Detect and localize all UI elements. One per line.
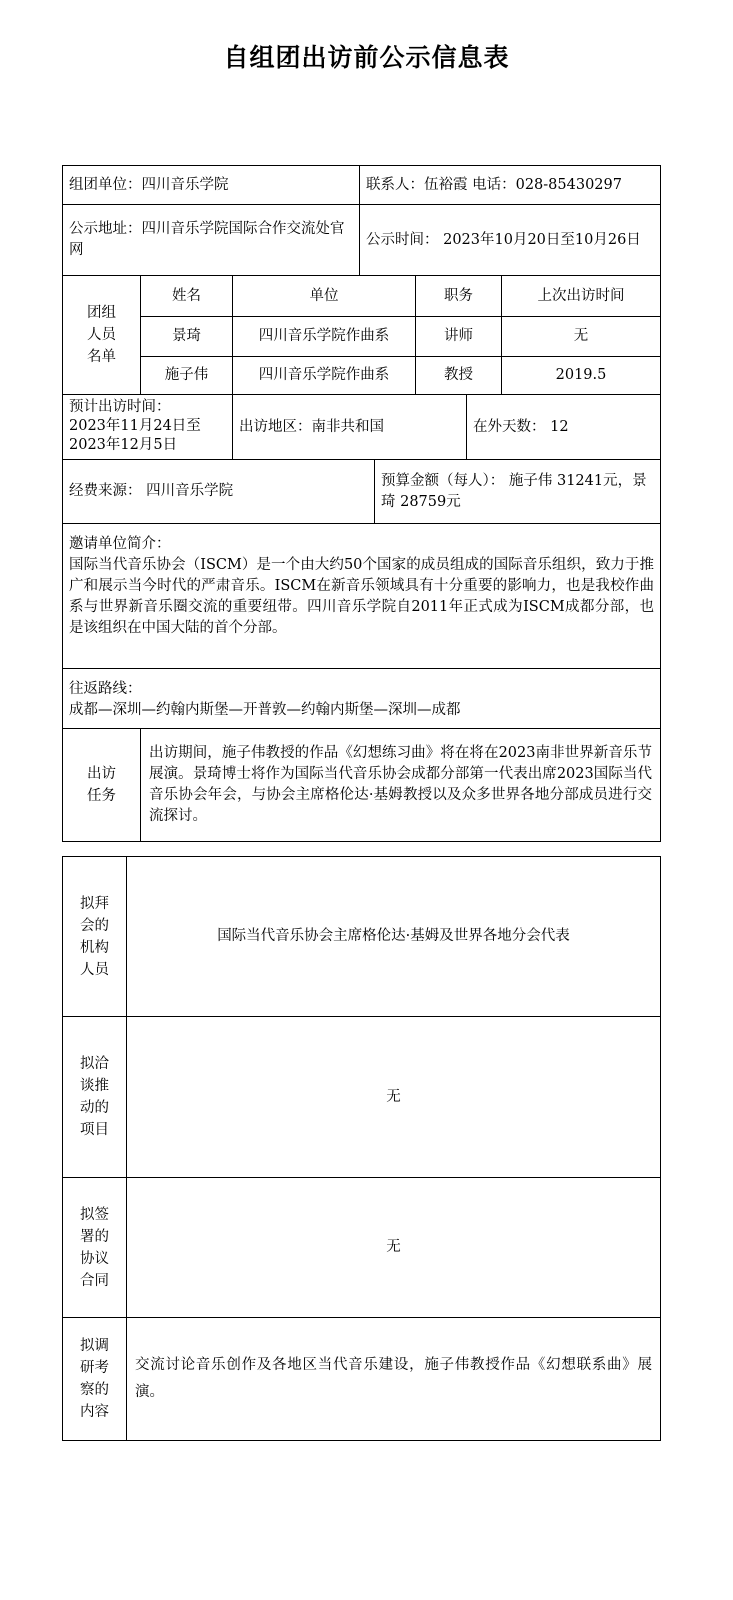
meet-text-cell [126,856,661,1017]
members-header-title: 职务 [415,275,502,317]
members-header-name: 姓名 [140,275,233,317]
notice-address: 公示地址：四川音乐学院国际合作交流处官网 [69,221,345,258]
research-text-cell [126,1317,661,1441]
research-label: 拟调研考察的内容 [80,1338,109,1420]
meet-text: 国际当代音乐协会主席格伦达·基姆及世界各地分会代表 [217,928,570,944]
inviter-cell [62,523,661,669]
route-cell [62,668,661,729]
inviter-text: 国际当代音乐协会（ISCM）是一个由大约50个国家的成员组成的国际音乐组织，致力于推广和展示当今时代的严肃音乐。ISCM在新音乐领域具有十分重要的影响力，也是我校作曲系与世界新音乐圈交流的重要纽带。四川音乐学院自2011年正式成为ISCM成都分部，也是该组织在中国大陆的首个分部。 [69,557,654,636]
agreements-label-cell [62,1177,127,1318]
notice-address-cell [62,204,360,276]
table-row: 讲师 [415,316,502,357]
research-text: 交流讨论音乐创作及各地区当代音乐建设，施子伟教授作品《幻想联系曲》展演。 [135,1357,652,1400]
planned-time-cell [62,394,233,460]
funding-source: 经费来源： 四川音乐学院 [69,483,234,499]
budget-cell [374,459,661,524]
table-row: 教授 [415,356,502,395]
days-abroad: 在外天数： 12 [473,418,569,435]
projects-label-cell [62,1016,127,1178]
contact-cell [359,165,661,205]
members-label: 团组人员名单 [87,305,116,365]
meet-label-cell [62,856,127,1017]
task-label-cell [62,728,141,842]
task-text-cell [140,728,661,842]
destination: 出访地区：南非共和国 [239,418,384,435]
table-row: 施子伟 [140,356,233,395]
projects-label: 拟洽谈推动的项目 [80,1056,109,1138]
planned-time: 2023年11月24日至2023年12月5日 [69,418,201,453]
org-unit-cell [62,165,360,205]
destination-cell [232,394,467,460]
agreements-text-cell [126,1177,661,1318]
meet-label: 拟拜会的机构人员 [80,895,109,978]
budget: 预算金额（每人）： 施子伟 31241元，景琦 28759元 [381,472,647,510]
org-unit: 组团单位：四川音乐学院 [69,176,229,193]
notice-time-cell [359,204,661,276]
agreements-label: 拟签署的协议合同 [80,1206,109,1289]
projects-text-cell [126,1016,661,1178]
task-label: 出访任务 [87,766,116,804]
inviter-label: 邀请单位简介： [69,536,171,552]
route-label: 往返路线： [69,681,142,697]
members-header-unit: 单位 [232,275,416,317]
funding-source-cell [62,459,375,524]
agreements-text: 无 [386,1239,401,1255]
planned-time-label: 预计出访时间： [69,399,171,415]
contact: 联系人：伍裕霞 电话：028-85430297 [366,176,622,193]
members-header-last-visit: 上次出访时间 [501,275,661,317]
route: 成都—深圳—约翰内斯堡—开普敦—约翰内斯堡—深圳—成都 [69,702,461,718]
members-label-cell [62,275,141,395]
table-row: 无 [501,316,661,357]
page-title: 自组团出访前公示信息表 [223,43,510,72]
research-label-cell [62,1317,127,1441]
table-row: 景琦 [140,316,233,357]
table-row: 四川音乐学院作曲系 [232,356,416,395]
task-text: 出访期间，施子伟教授的作品《幻想练习曲》将在将在2023南非世界新音乐节展演。景琦博士将作为国际当代音乐协会成都分部第一代表出席2023国际当代音乐协会年会，与协会主席格伦达·基姆教授以及众多世界各地分部成员进行交流探讨。 [149,745,652,824]
table-row: 四川音乐学院作曲系 [232,316,416,357]
days-abroad-cell [466,394,661,460]
table-row: 2019.5 [501,356,661,395]
notice-time: 公示时间： 2023年10月20日至10月26日 [366,231,641,248]
projects-text: 无 [386,1088,401,1105]
